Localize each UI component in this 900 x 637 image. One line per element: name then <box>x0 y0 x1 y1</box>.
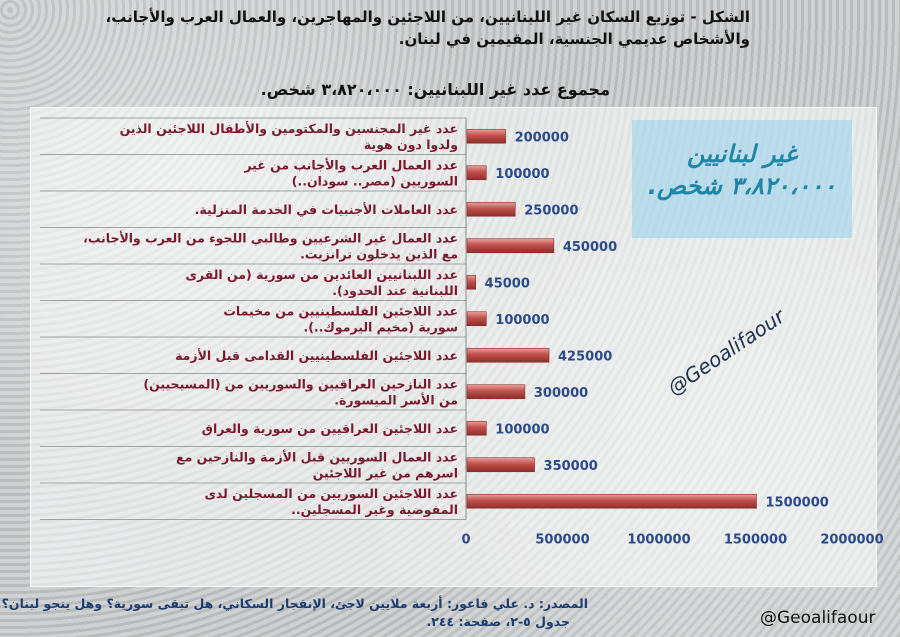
value-label: 425000 <box>558 349 613 365</box>
bar <box>467 494 757 508</box>
x-tick-label: 2000000 <box>820 532 884 548</box>
bar <box>467 275 476 289</box>
total-line: مجموع عدد غير اللبنانيين: ٣،٨٢٠،٠٠٠ شخص. <box>260 80 610 99</box>
value-label: 100000 <box>495 312 550 328</box>
highlight-line-1: غير لبنانيين <box>687 140 797 168</box>
bar <box>467 348 549 362</box>
value-label: 250000 <box>524 203 579 219</box>
x-tick-label: 500000 <box>535 532 590 548</box>
value-label: 200000 <box>514 130 569 146</box>
bar <box>467 129 506 143</box>
value-label: 450000 <box>562 239 618 255</box>
bar <box>467 239 554 253</box>
category-label: عدد اللاجئين العراقيين من سورية والعراق <box>201 420 458 436</box>
category-label: عدد غير المجنسين والمكتومين والأطفال اللاجئين الذين ولدوا دون هوية <box>119 120 458 152</box>
value-label: 1500000 <box>765 495 829 511</box>
source-line-1: المصدر: د. علي فاعور: أربعة ملايين لاجئ، الإنفجار السكاني، هل تبقى سورية؟ وهل ينجو لبنان؟ <box>1 596 588 611</box>
value-label: 100000 <box>495 166 550 182</box>
value-label: 100000 <box>495 422 550 438</box>
source-line-2: جدول ٥-٢، صفحة: ٢٤٤. <box>426 614 570 629</box>
watermark-handle: @Geoalifaour <box>663 304 790 400</box>
category-label: عدد اللبنانيين العائدين من سورية (من القرى اللبنانية عند الحدود). <box>185 266 458 298</box>
value-label: 45000 <box>484 276 530 292</box>
bar <box>467 458 535 472</box>
x-tick-label: 0 <box>461 532 471 548</box>
category-label: عدد النازحين العراقيين والسوريين من (المسيحيين) من الأسر الميسورة. <box>143 376 458 408</box>
chart-title-line-2: والأشخاص عديمي الجنسية، المقيمين في لبنان. <box>398 30 750 48</box>
bar <box>467 312 486 326</box>
highlight-line-2: ٣،٨٢٠،٠٠٠ شخص. <box>647 172 837 200</box>
category-label: عدد العمال العرب والأجانب من غير السوريين (مصر.. سودان..) <box>244 157 458 189</box>
bar <box>467 166 486 180</box>
category-label: عدد العمال السوريين قبل الأزمة والنازحين مع اسرهم من غير اللاجئين <box>176 449 458 481</box>
bar <box>467 421 486 435</box>
author-handle: @Geoalifaour <box>760 608 876 628</box>
category-label: عدد العاملات الأجنبيات في الخدمة المنزلية. <box>194 201 458 217</box>
category-label: عدد العمال غير الشرعيين وطالبي اللجوء من العرب والأجانب، مع الذين يدخلون ترانزيت. <box>83 230 458 262</box>
chart-title-line-1: الشكل - توزيع السكان غير اللبنانيين، من اللاجئين والمهاجرين، والعمال العرب والأجانب، <box>105 8 750 26</box>
value-label: 350000 <box>543 458 598 474</box>
category-label: عدد اللاجئين الفلسطينيين القدامى قبل الأزمة <box>175 347 458 363</box>
bar <box>467 385 525 399</box>
value-label: 300000 <box>533 385 589 401</box>
x-tick-label: 1000000 <box>627 532 691 548</box>
x-tick-label: 1500000 <box>723 532 788 548</box>
category-label: عدد اللاجئين الفلسطينيين من مخيمات سورية (مخيم اليرموك..). <box>223 303 458 335</box>
bar <box>467 202 515 216</box>
category-label: عدد اللاجئين السوريين من المسجلين لدى المفوضية وغير المسجلين.. <box>204 485 458 517</box>
